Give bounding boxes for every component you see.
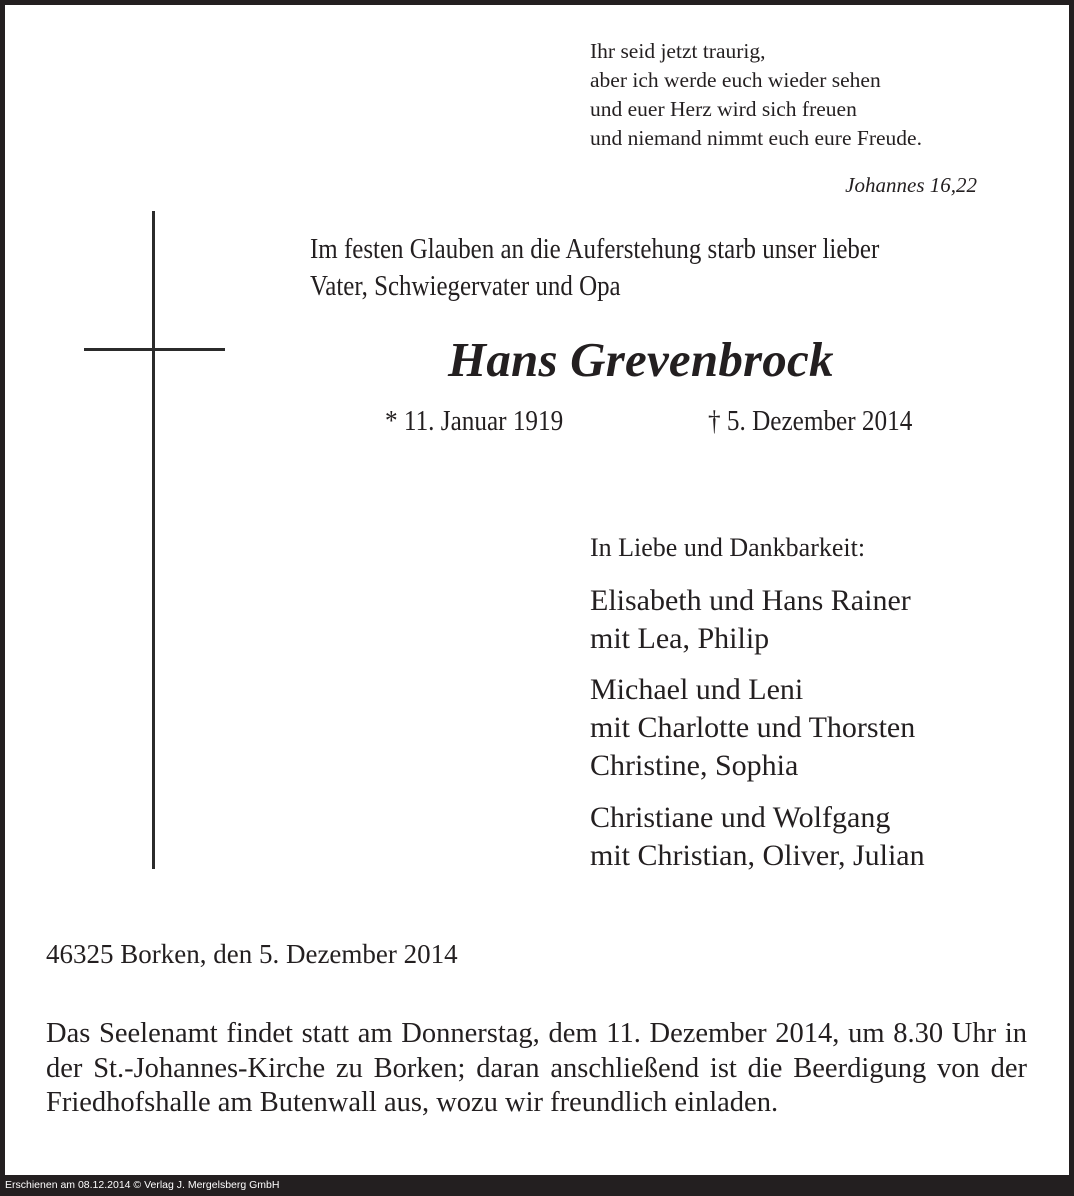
mourner-line: Michael und Leni (590, 673, 804, 706)
death-date: † 5. Dezember 2014 (708, 406, 913, 437)
intro-line: Vater, Schwiegervater und Opa (310, 270, 621, 302)
cross-vertical-bar (152, 211, 155, 869)
mourner-line: mit Christian, Oliver, Julian (590, 839, 925, 872)
birth-date: * 11. Januar 1919 (385, 406, 564, 437)
mourner-group (590, 582, 911, 658)
bible-verse (590, 37, 922, 153)
place-and-date: 46325 Borken, den 5. Dezember 2014 (46, 939, 458, 969)
publication-footer: Erschienen am 08.12.2014 © Verlag J. Mergelsberg GmbH (5, 1179, 280, 1191)
verse-reference: Johannes 16,22 (845, 173, 977, 197)
service-details: Das Seelenamt findet statt am Donnerstag, dem 11. Dezember 2014, um 8.30 Uhr in der St.-Johannes-Kirche zu Borken; daran anschließend ist die Beerdigung von der Friedhofshalle am Butenwall aus, wozu wir freundlich einladen. (46, 1018, 1027, 1118)
verse-line: und niemand nimmt euch eure Freude. (590, 126, 922, 150)
obituary-notice (5, 5, 1069, 1175)
intro-line: Im festen Glauben an die Auferstehung starb unser lieber (310, 233, 880, 265)
mourner-line: Christine, Sophia (590, 749, 799, 782)
mourner-group (590, 799, 925, 875)
mourner-group (590, 671, 915, 785)
verse-line: Ihr seid jetzt traurig, (590, 39, 766, 63)
verse-line: aber ich werde euch wieder sehen (590, 68, 881, 92)
mourner-line: Elisabeth und Hans Rainer (590, 584, 911, 617)
mourner-line: mit Lea, Philip (590, 622, 770, 655)
mourners-heading: In Liebe und Dankbarkeit: (590, 533, 866, 562)
deceased-name: Hans Grevenbrock (448, 332, 834, 387)
mourner-line: mit Charlotte und Thorsten (590, 711, 916, 744)
mourner-line: Christiane und Wolfgang (590, 801, 891, 834)
cross-horizontal-bar (84, 348, 225, 351)
verse-line: und euer Herz wird sich freuen (590, 97, 857, 121)
intro-text (310, 231, 879, 305)
